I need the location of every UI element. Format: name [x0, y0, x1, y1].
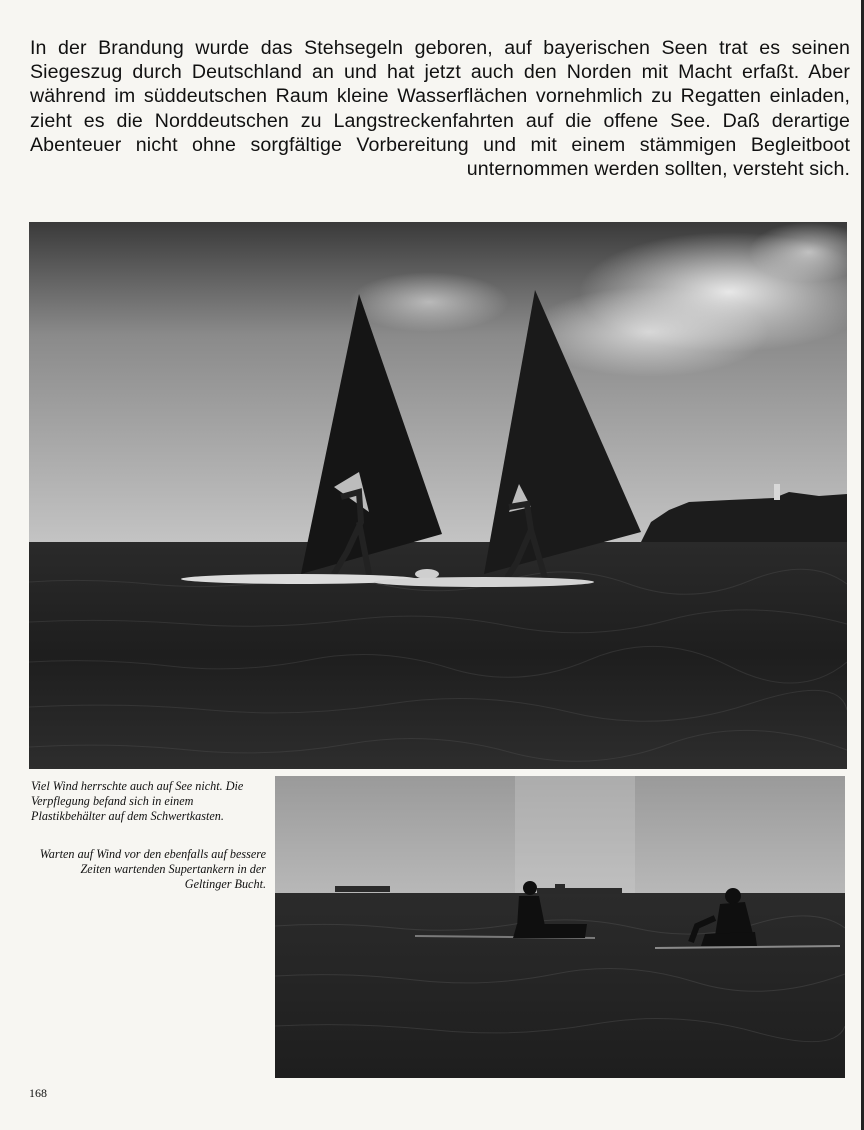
waiting-for-wind-photo — [275, 776, 845, 1078]
top-photo-caption: Viel Wind herrschte auch auf See nicht. Die Verpflegung befand sich in einem Plastikbehälter auf dem Schwertkasten. — [31, 779, 244, 823]
page-number: 168 — [29, 1086, 47, 1100]
lighthouse-icon — [774, 484, 780, 500]
windsurfers-photo — [29, 222, 847, 769]
bottom-photo-caption: Warten auf Wind vor den ebenfalls auf bessere Zeiten wartenden Supertankern in der Geltinger Bucht. — [39, 847, 266, 891]
article-intro: In der Brandung wurde das Stehsegeln geboren, auf bayerischen Seen trat es seinen Siegeszug durch Deutschland an und hat jetzt auch den Norden mit Macht erfaßt. Aber während im süddeutschen Raum kleine Wasserflächen vornehmlich zu Regatten einladen, zieht es die Norddeutschen zu Langstreckenfahrten auf die offene See. Daß derartige Abenteuer nicht ohne sorgfältige Vorbereitung und mit einem stämmigen Begleitboot unternommen werden sollten, versteht sich. — [30, 37, 850, 181]
